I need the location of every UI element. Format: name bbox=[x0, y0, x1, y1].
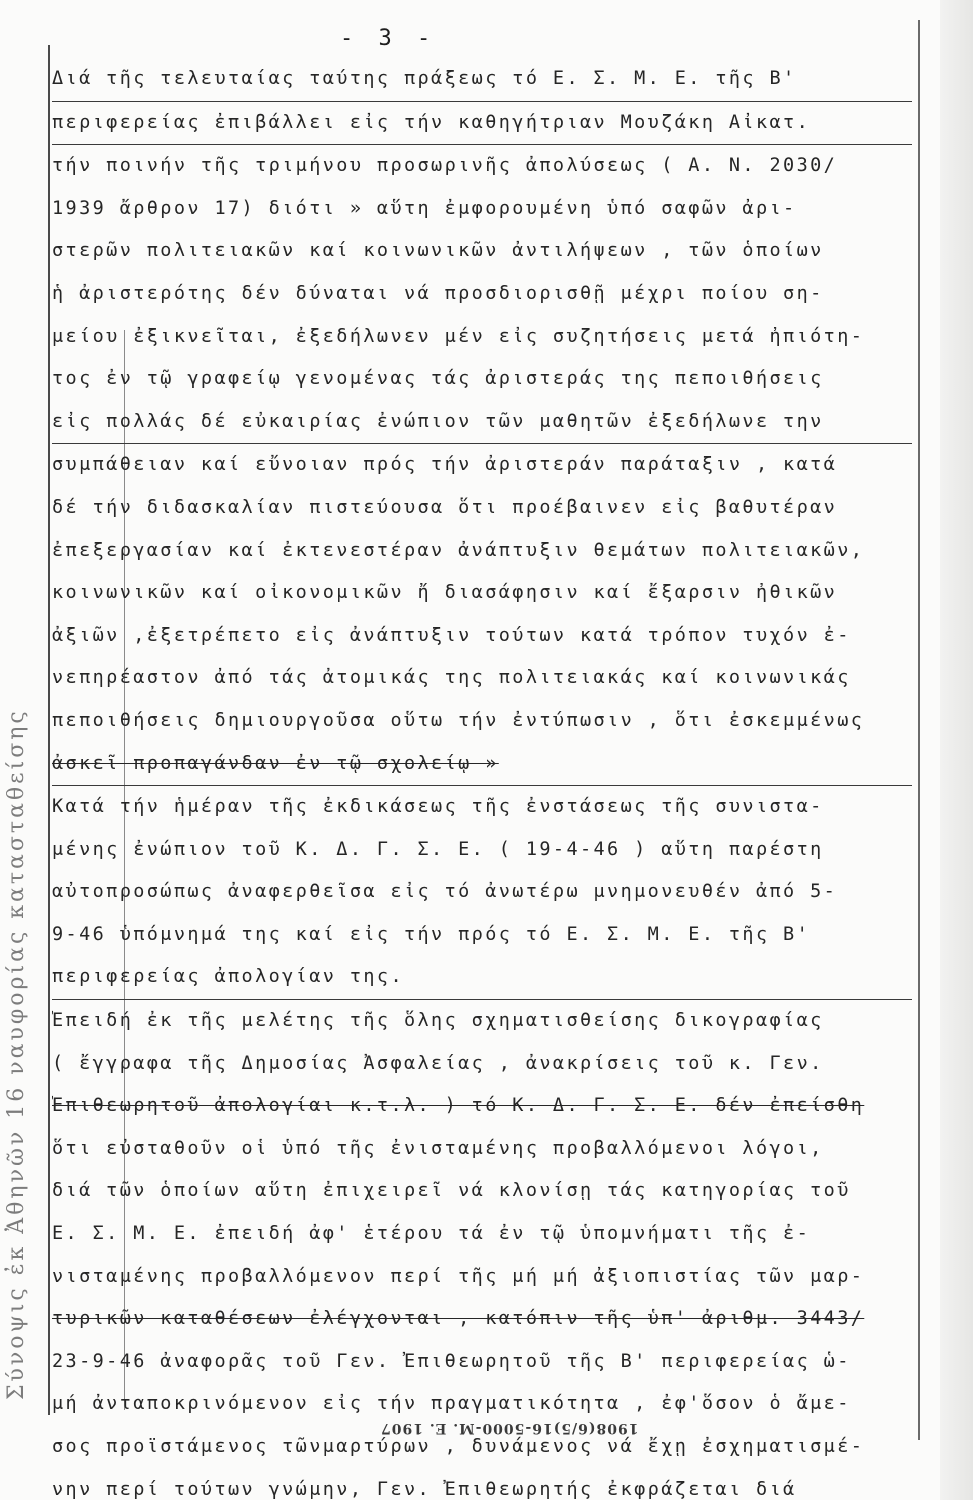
text-line: Ἐπειδή ἐκ τῆς μελέτης τῆς ὅλης σχηματισθείσης δικογραφίας bbox=[52, 1010, 824, 1032]
text-line: μείου ἐξικνεῖται, ἐξεδήλωνεν μέν εἰς συζητήσεις μετά ἠπιότη- bbox=[52, 325, 865, 347]
text-line: ἐπεξεργασίαν καί ἐκτενεστέραν ἀνάπτυξιν θεμάτων πολιτειακῶν, bbox=[52, 539, 865, 561]
text-line: ἀξιῶν ,ἐξετρέπετο εἰς ἀνάπτυξιν τούτων κατά τρόπον τυχόν ἐ- bbox=[52, 624, 851, 646]
text-line: Ἐπιθεωρητοῦ ἀπολογίαι κ.τ.λ. ) τό Κ. Δ. Γ. Σ. Ε. δέν ἐπείσθη bbox=[52, 1095, 865, 1117]
text-line: 23-9-46 ἀναφορᾶς τοῦ Γεν. Ἐπιθεωρητοῦ τῆς Β' περιφερείας ὡ- bbox=[52, 1350, 851, 1372]
text-line: 9-46 ὑπόμνημά της καί εἰς τήν πρός τό Ε. Σ. Μ. Ε. τῆς Β' bbox=[52, 923, 811, 945]
footer-print-code: 1908(6/5)16-5000-Μ. Ε. 1907 bbox=[380, 1420, 639, 1436]
text-line: διά τῶν ὁποίων αὕτη ἐπιχειρεῖ νά κλονίσῃ τάς κατηγορίας τοῦ bbox=[52, 1180, 851, 1202]
text-line: ( ἔγγραφα τῆς Δημοσίας Ἀσφαλείας , ἀνακρίσεις τοῦ κ. Γεν. bbox=[52, 1052, 824, 1074]
text-line: ὅτι εὐσταθοῦν οἱ ὑπό τῆς ἐνισταμένης προβαλλόμενοι λόγοι, bbox=[52, 1137, 824, 1159]
right-margin-line bbox=[918, 20, 920, 1440]
page-edge-shadow bbox=[940, 0, 973, 1500]
text-line: συμπάθειαν καί εὔνοιαν πρός τήν ἀριστεράν παράταξιν , κατά bbox=[52, 454, 838, 476]
text-line: περιφερείας ἀπολογίαν της. bbox=[52, 956, 912, 1000]
text-line: πεποιθήσεις δημιουργοῦσα οὕτω τήν ἐντύπωσιν , ὅτι ἐσκεμμένως bbox=[52, 709, 865, 731]
text-line: στερῶν πολιτειακῶν καί κοινωνικῶν ἀντιλήψεων , τῶν ὁποίων bbox=[52, 240, 824, 262]
text-line: 1939 ἄρθρον 17) διότι » αὕτη ἐμφορουμένη ὑπό σαφῶν ἀρι- bbox=[52, 197, 797, 219]
text-line: Διά τῆς τελευταίας ταύτης πράξεως τό Ε. Σ. Μ. Ε. τῆς Β' bbox=[52, 58, 912, 102]
text-line: περιφερείας ἐπιβάλλει εἰς τήν καθηγήτριαν Μουζάκη Αἰκατ. bbox=[52, 102, 912, 146]
text-line: κοινωνικῶν καί οἰκονομικῶν ἤ διασάφησιν καί ἔξαρσιν ἠθικῶν bbox=[52, 582, 838, 604]
typed-text-body bbox=[52, 58, 912, 1511]
page-number: - 3 - bbox=[340, 26, 437, 51]
text-line: σος προϊστάμενος τῶνμαρτύρων , δυνάμενος νά ἔχῃ ἐσχηματισμέ- bbox=[52, 1436, 865, 1457]
text-line: ἀσκεῖ προπαγάνδαν ἐν τῷ σχολείῳ » bbox=[52, 743, 912, 787]
text-line: μή ἀνταποκρινόμενον εἰς τήν πραγματικότητα , ἐφ'ὅσον ὁ ἄμε- bbox=[52, 1393, 851, 1415]
text-line: Ε. Σ. Μ. Ε. ἐπειδή ἀφ' ἑτέρου τά ἐν τῷ ὑπομνήματι τῆς ἐ- bbox=[52, 1223, 811, 1245]
text-line: μένης ἐνώπιον τοῦ Κ. Δ. Γ. Σ. Ε. ( 19-4-46 ) αὕτη παρέστη bbox=[52, 838, 824, 860]
vertical-margin-text: Σύνοψις ἐκ Ἀθηνῶν 16 ναυφορίας κατασταθείσης bbox=[4, 708, 29, 1400]
text-line: δέ τήν διδασκαλίαν πιστεύουσα ὅτι προέβαινεν εἰς βαθυτέραν bbox=[52, 496, 838, 518]
text-line: νισταμένης προβαλλόμενον περί τῆς μή μή ἀξιοπιστίας τῶν μαρ- bbox=[52, 1265, 865, 1287]
text-line: νην περί τούτων γνώμην, Γεν. Ἐπιθεωρητής ἐκφράζεται διά bbox=[52, 1478, 797, 1500]
text-line: νεπηρέαστον ἀπό τάς ἀτομικάς της πολιτειακάς καί κοινωνικάς bbox=[52, 667, 851, 689]
text-line: ἡ ἀριστερότης δέν δύναται νά προσδιορισθῇ μέχρι ποίου ση- bbox=[52, 282, 824, 304]
text-line: τος ἐν τῷ γραφείῳ γενομένας τάς ἀριστεράς της πεποιθήσεις bbox=[52, 368, 824, 390]
text-line: αὐτοπροσώπως ἀναφερθεῖσα εἰς τό ἀνωτέρω μνημονευθέν ἀπό 5- bbox=[52, 881, 838, 903]
text-line: Κατά τήν ἡμέραν τῆς ἐκδικάσεως τῆς ἐνστάσεως τῆς συνιστα- bbox=[52, 796, 824, 818]
text-line: τήν ποινήν τῆς τριμήνου προσωρινῆς ἀπολύσεως ( Α. Ν. 2030/ bbox=[52, 155, 838, 177]
text-line: εἰς πολλάς δέ εὐκαιρίας ἐνώπιον τῶν μαθητῶν ἐξεδήλωνε την bbox=[52, 401, 912, 445]
text-line: τυρικῶν καταθέσεων ἐλέγχονται , κατόπιν τῆς ὑπ' ἀριθμ. 3443/ bbox=[52, 1308, 865, 1330]
left-margin-line bbox=[48, 45, 50, 1415]
